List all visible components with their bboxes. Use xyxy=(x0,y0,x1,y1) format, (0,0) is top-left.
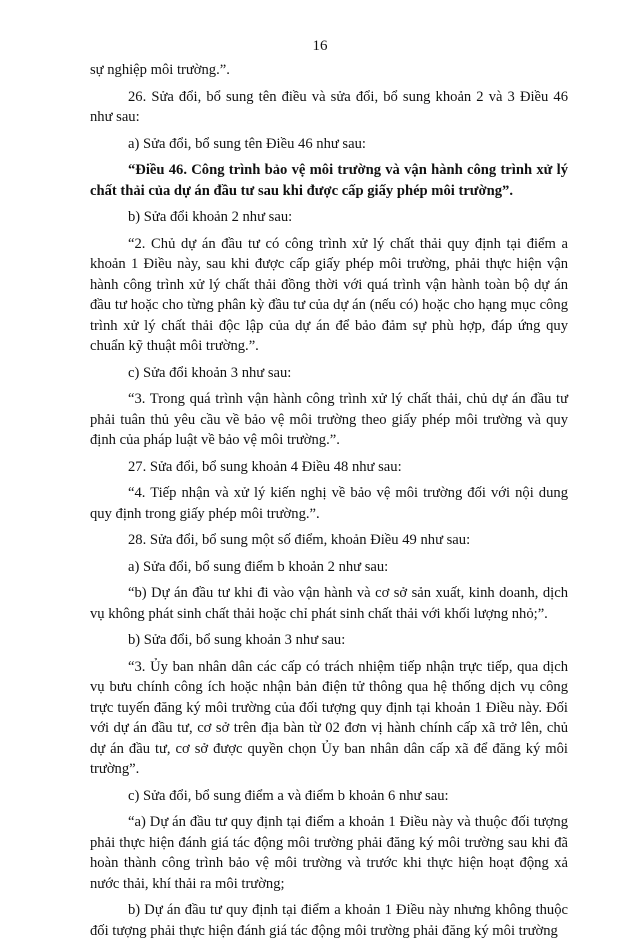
paragraph: 28. Sửa đổi, bổ sung một số điểm, khoản Điều 49 như sau: xyxy=(128,532,471,548)
document-body xyxy=(90,60,568,947)
paragraph: “3. Trong quá trình vận hành công trình xử lý chất thải, chủ dự án đầu tư phải tuân thủ yêu cầu về bảo vệ môi trường theo giấy phép môi trường và quy định của pháp luật về bảo vệ môi trường.”. xyxy=(90,391,568,448)
paragraph: c) Sửa đổi khoản 3 như sau: xyxy=(128,364,292,381)
paragraph: 26. Sửa đổi, bổ sung tên điều và sửa đổi, bổ sung khoản 2 và 3 Điều 46 như sau: xyxy=(90,88,568,125)
paragraph: b) Sửa đổi, bổ sung khoản 3 như sau: xyxy=(128,632,346,648)
paragraph: “4. Tiếp nhận và xử lý kiến nghị về bảo vệ môi trường đối với nội dung quy định trong giấy phép môi trường.”. xyxy=(90,485,568,522)
paragraph: “3. Ủy ban nhân dân các cấp có trách nhiệm tiếp nhận trực tiếp, qua dịch vụ bưu chính công ích hoặc nhận bản điện tử thông qua hệ thống dịch vụ công trực tuyến đăng ký môi trường của đối tượng quy định tại khoản 1 Điều này. Đối với dự án đầu tư, cơ sở trên địa bàn từ 02 đơn vị hành chính cấp xã trở lên, chủ dự án đầu tư, cơ sở được quyền chọn Ủy ban nhân dân cấp xã để đăng ký môi trường”. xyxy=(90,658,568,777)
paragraph: “a) Dự án đầu tư quy định tại điểm a khoản 1 Điều này và thuộc đối tượng phải thực hiện đánh giá tác động môi trường phải đăng ký môi trường sau khi đã hoàn thành công trình bảo vệ môi trường và trước khi thực hiện hoạt động xả nước thải, khí thải ra môi trường; xyxy=(90,814,568,892)
paragraph: 27. Sửa đổi, bổ sung khoản 4 Điều 48 như sau: xyxy=(128,458,402,475)
paragraph: “2. Chủ dự án đầu tư có công trình xử lý chất thải quy định tại điểm a khoản 1 Điều này, sau khi được cấp giấy phép môi trường, phải thực hiện vận hành công trình xử lý chất thải đồng thời với quá trình vận hành toàn bộ dự án đầu tư hoặc cho từng phân kỳ đầu tư của dự án (nếu có) hoặc cho hạng mục công trình xử lý chất thải độc lập của dự án để bảo đảm sự phù hợp, đáp ứng quy chuẩn kỹ thuật môi trường.”. xyxy=(90,235,568,354)
paragraph: b) Dự án đầu tư quy định tại điểm a khoản 1 Điều này nhưng không thuộc đối tượng phải thực hiện đánh giá tác động môi trường phải đăng ký môi trường xyxy=(90,902,568,939)
article-title: “Điều 46. Công trình bảo vệ môi trường và vận hành công trình xử lý chất thải của dự án đầu tư sau khi được cấp giấy phép môi trường”. xyxy=(90,162,568,199)
paragraph: c) Sửa đổi, bổ sung điểm a và điểm b khoản 6 như sau: xyxy=(128,787,449,804)
paragraph: “b) Dự án đầu tư khi đi vào vận hành và cơ sở sản xuất, kinh doanh, dịch vụ không phát sinh chất thải hoặc chỉ phát sinh chất thải với khối lượng nhỏ;”. xyxy=(90,585,568,622)
paragraph: a) Sửa đổi, bổ sung điểm b khoản 2 như sau: xyxy=(128,558,389,575)
paragraph: a) Sửa đổi, bổ sung tên Điều 46 như sau: xyxy=(128,135,366,152)
paragraph: sự nghiệp môi trường.”. xyxy=(90,62,230,78)
page-number: 16 xyxy=(312,38,328,54)
paragraph: b) Sửa đổi khoản 2 như sau: xyxy=(128,209,293,225)
